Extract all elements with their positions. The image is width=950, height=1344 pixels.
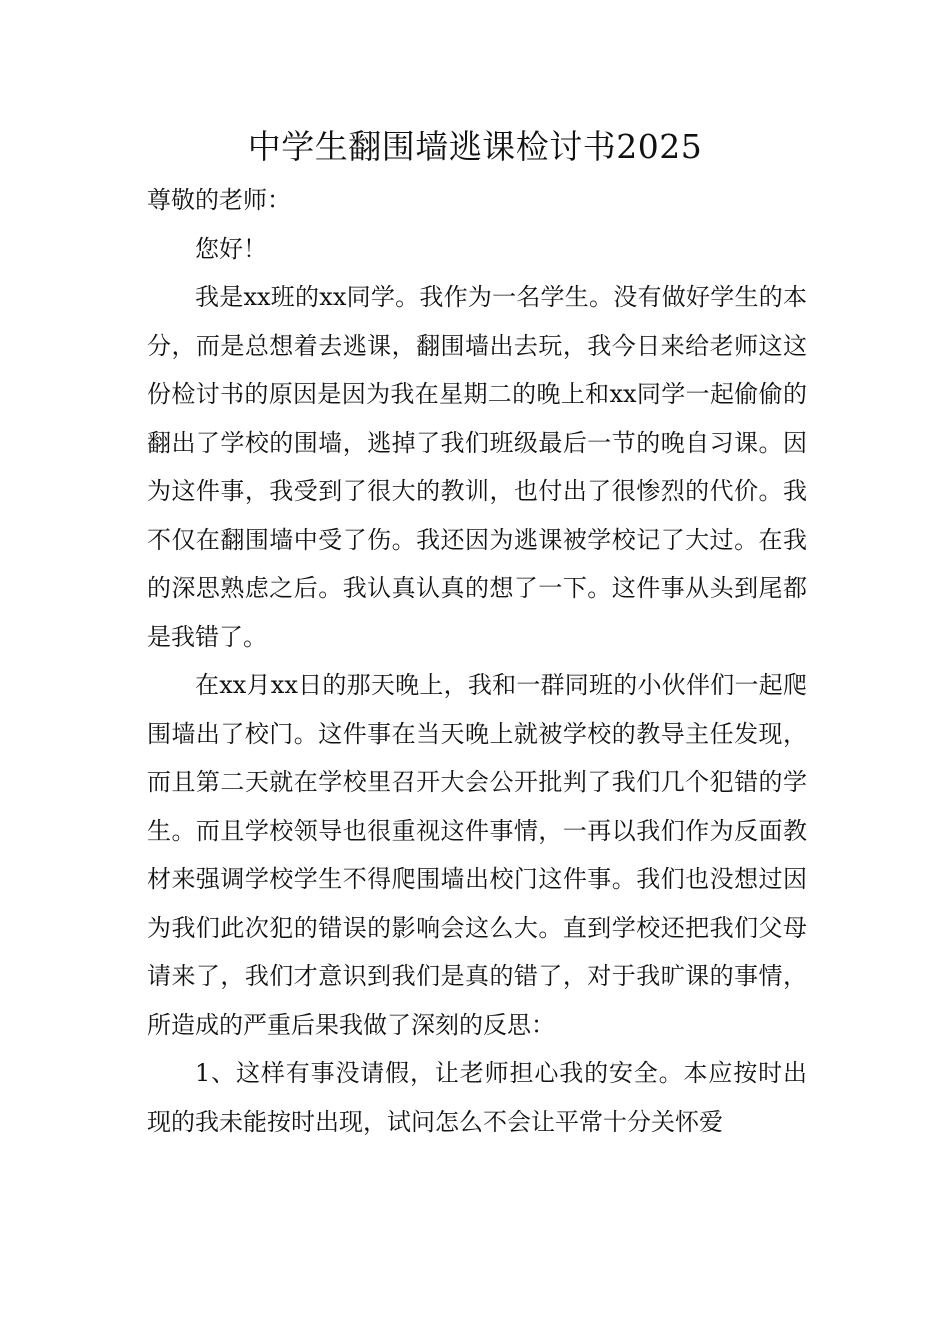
paragraph-1: 我是xx班的xx同学。我作为一名学生。没有做好学生的本分，而是总想着去逃课，翻围墙出去玩，我今日来给老师这这份检讨书的原因是因为我在星期二的晚上和xx同学一起偷偷的翻出了学校的围墙，逃掉了我们班级最后一节的晚自习课。因为这件事，我受到了很大的教训，也付出了很惨烈的代价。我不仅在翻围墙中受了伤。我还因为逃课被学校记了大过。在我的深思熟虑之后。我认真认真的想了一下。这件事从头到尾都是我错了。 <box>147 283 807 651</box>
document-body <box>147 176 807 1146</box>
paragraph-3: 1、这样有事没请假，让老师担心我的安全。本应按时出现的我未能按时出现，试问怎么不会让平常十分关怀爱 <box>147 1059 807 1136</box>
salutation: 尊敬的老师： <box>147 186 291 214</box>
document-title: 中学生翻围墙逃课检讨书2025 <box>247 127 703 166</box>
greeting: 您好！ <box>195 234 267 263</box>
paragraph-2: 在xx月xx日的那天晚上，我和一群同班的小伙伴们一起爬围墙出了校门。这件事在当天晚上就被学校的教导主任发现，而且第二天就在学校里召开大会公开批判了我们几个犯错的学生。而且学校领导也很重视这件事情，一再以我们作为反面教材来强调学校学生不得爬围墙出校门这件事。我们也没想过因为我们此次犯的错误的影响会这么大。直到学校还把我们父母请来了，我们才意识到我们是真的错了，对于我旷课的事情，所造成的严重后果我做了深刻的反思： <box>147 671 807 1039</box>
